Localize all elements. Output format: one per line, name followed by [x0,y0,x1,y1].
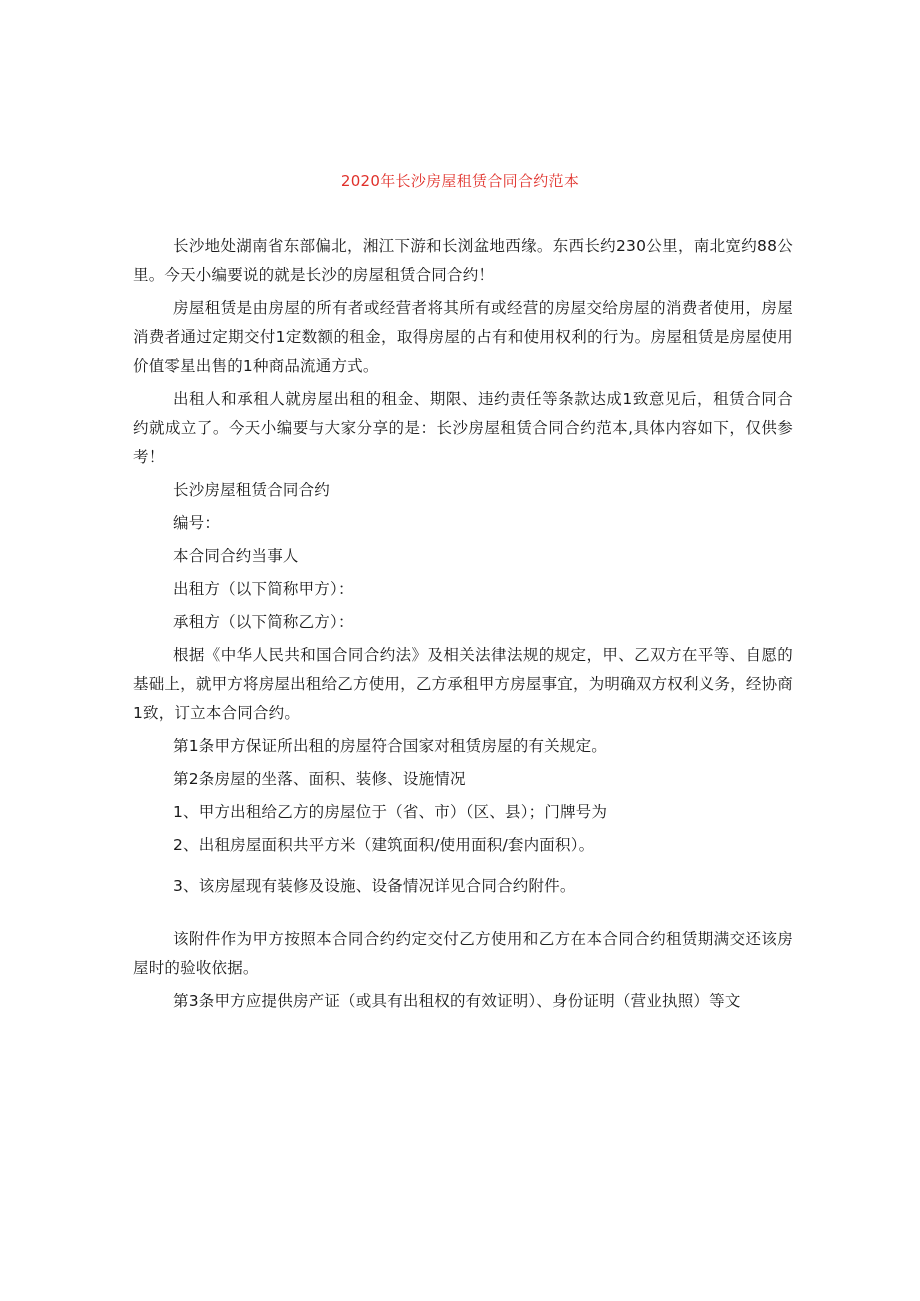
contract-number-label: 编号： [173,514,221,532]
lessee-label: 承租方（以下简称乙方）： [173,613,354,631]
paragraph-legal-basis: 根据《中华人民共和国合同合约法》及相关法律法规的规定，甲、乙双方在平等、自愿的基础上，就甲方将房屋出租给乙方使用，乙方承租甲方房屋事宜，为明确双方权利义务，经协商1致，订立本合同合约。 [133,646,793,722]
article-2-item-3: 3、该房屋现有装修及设施、设备情况详见合同合约附件。 [173,877,576,895]
paragraph-sharing: 出租人和承租人就房屋出租的租金、期限、违约责任等条款达成1致意见后，租赁合同合约就成立了。今天小编要与大家分享的是：长沙房屋租赁合同合约范本,具体内容如下，仅供参考！ [133,390,793,466]
spacer [133,905,793,925]
spacer [133,864,793,872]
paragraph-intro: 长沙地处湖南省东部偏北，湘江下游和长浏盆地西缘。东西长约230公里，南北宽约88公里。今天小编要说的就是长沙的房屋租赁合同合约！ [133,237,793,284]
document-body [133,232,793,1020]
article-2-item-1: 1、甲方出租给乙方的房屋位于（省、市）（区、县）；门牌号为 [173,803,608,821]
article-3: 第3条甲方应提供房产证（或具有出租权的有效证明）、身份证明（营业执照）等文 [173,992,741,1010]
paragraph-attachment: 该附件作为甲方按照本合同合约约定交付乙方使用和乙方在本合同合约租赁期满交还该房屋时的验收依据。 [133,930,793,977]
paragraph-definition: 房屋租赁是由房屋的所有者或经营者将其所有或经营的房屋交给房屋的消费者使用，房屋消费者通过定期交付1定数额的租金，取得房屋的占有和使用权利的行为。房屋租赁是房屋使用价值零星出售的1种商品流通方式。 [133,299,793,375]
article-2-item-2: 2、出租房屋面积共平方米（建筑面积/使用面积/套内面积）。 [173,836,595,854]
contract-parties-label: 本合同合约当事人 [173,547,299,565]
article-1: 第1条甲方保证所出租的房屋符合国家对租赁房屋的有关规定。 [173,737,607,755]
document-title: 2020年长沙房屋租赁合同合约范本 [340,172,580,190]
article-2: 第2条房屋的坐落、面积、装修、设施情况 [173,770,466,788]
contract-heading: 长沙房屋租赁合同合约 [173,481,331,499]
lessor-label: 出租方（以下简称甲方）： [173,580,354,598]
